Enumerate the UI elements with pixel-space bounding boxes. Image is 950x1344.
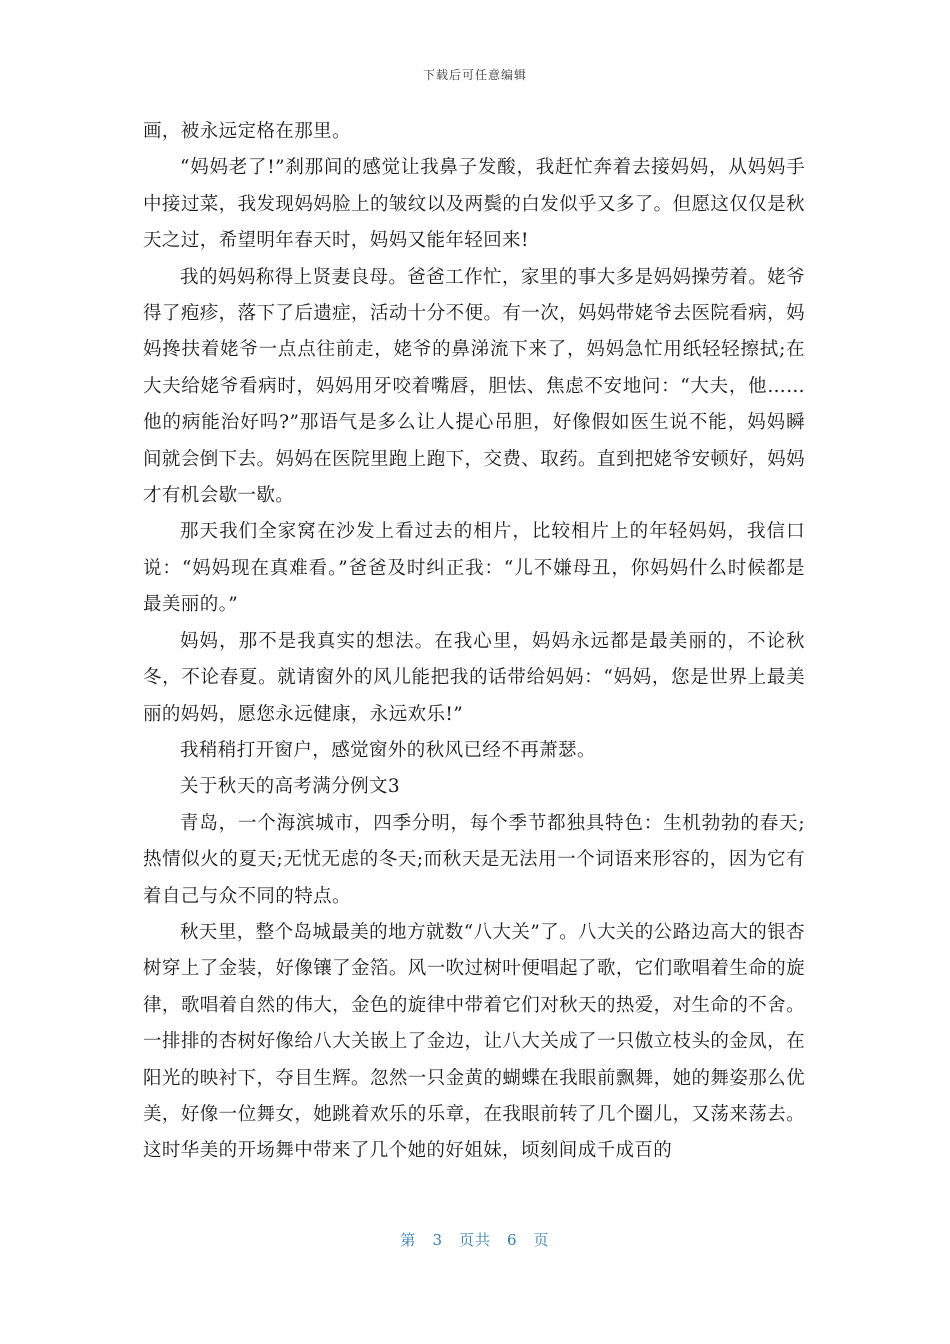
paragraph: “妈妈老了!”刹那间的感觉让我鼻子发酸，我赶忙奔着去接妈妈，从妈妈手中接过菜，我发现妈妈脸上的皱纹以及两鬓的白发似乎又多了。但愿这仅仅是秋天之过，希望明年春天时，妈妈又能年轻回来!	[143, 157, 805, 252]
paragraph-continuation: 画，被永远定格在那里。	[143, 121, 351, 142]
current-page-number: 3	[432, 1231, 443, 1249]
page-label-suffix: 页	[533, 1231, 550, 1249]
paragraph: 青岛，一个海滨城市，四季分明，每个季节都独具特色：生机勃勃的春天;热情似火的夏天;无忧无虑的冬天;而秋天是无法用一个词语来形容的，因为它有着自己与众不同的特点。	[143, 812, 805, 907]
page-header: 下载后可任意编辑	[422, 68, 527, 82]
paragraph: 秋天里，整个岛城最美的地方就数“八大关”了。八大关的公路边高大的银杏树穿上了金装，好像镶了金箔。风一吹过树叶便唱起了歌，它们歌唱着生命的旋律，歌唱着自然的伟大，金色的旋律中带着它们对秋天的热爱，对生命的不舍。一排排的杏树好像给八大关嵌上了金边，让八大关成了一只傲立枝头的金凤，在阳光的映衬下，夺目生辉。忽然一只金黄的蝴蝶在我眼前飘舞，她的舞姿那么优美，好像一位舞女，她跳着欢乐的乐章，在我眼前转了几个圈儿，又荡来荡去。这时华美的开场舞中带来了几个她的好姐妹，顷刻间成千成百的	[143, 921, 805, 1162]
document-body	[143, 114, 805, 1170]
paragraph: 那天我们全家窝在沙发上看过去的相片，比较相片上的年轻妈妈，我信口说：“妈妈现在真难看。”爸爸及时纠正我：“儿不嫌母丑，你妈妈什么时候都是最美丽的。”	[143, 521, 805, 616]
page-footer	[0, 1229, 950, 1250]
paragraph: 妈妈，那不是我真实的想法。在我心里，妈妈永远都是最美丽的，不论秋冬，不论春夏。就请窗外的风儿能把我的话带给妈妈：“妈妈，您是世界上最美丽的妈妈，愿您永远健康，永远欢乐!”	[143, 630, 805, 725]
section-heading: 关于秋天的高考满分例文3	[180, 776, 401, 798]
page-label-prefix: 第	[400, 1231, 417, 1249]
total-pages-number: 6	[507, 1231, 518, 1249]
paragraph: 我的妈妈称得上贤妻良母。爸爸工作忙，家里的事大多是妈妈操劳着。姥爷得了疱疹，落下了后遗症，活动十分不便。有一次，妈妈带姥爷去医院看病，妈妈搀扶着姥爷一点点往前走，姥爷的鼻涕流下来了，妈妈急忙用纸轻轻擦拭;在大夫给姥爷看病时，妈妈用牙咬着嘴唇，胆怯、焦虑不安地问：“大夫，他……他的病能治好吗?”那语气是多么让人提心吊胆，好像假如医生说不能，妈妈瞬间就会倒下去。妈妈在医院里跑上跑下，交费、取药。直到把姥爷安顿好，妈妈才有机会歇一歇。	[143, 266, 805, 507]
paragraph: 我稍稍打开窗户，感觉窗外的秋风已经不再萧瑟。	[180, 739, 596, 761]
page-label-middle: 页共	[458, 1231, 491, 1249]
